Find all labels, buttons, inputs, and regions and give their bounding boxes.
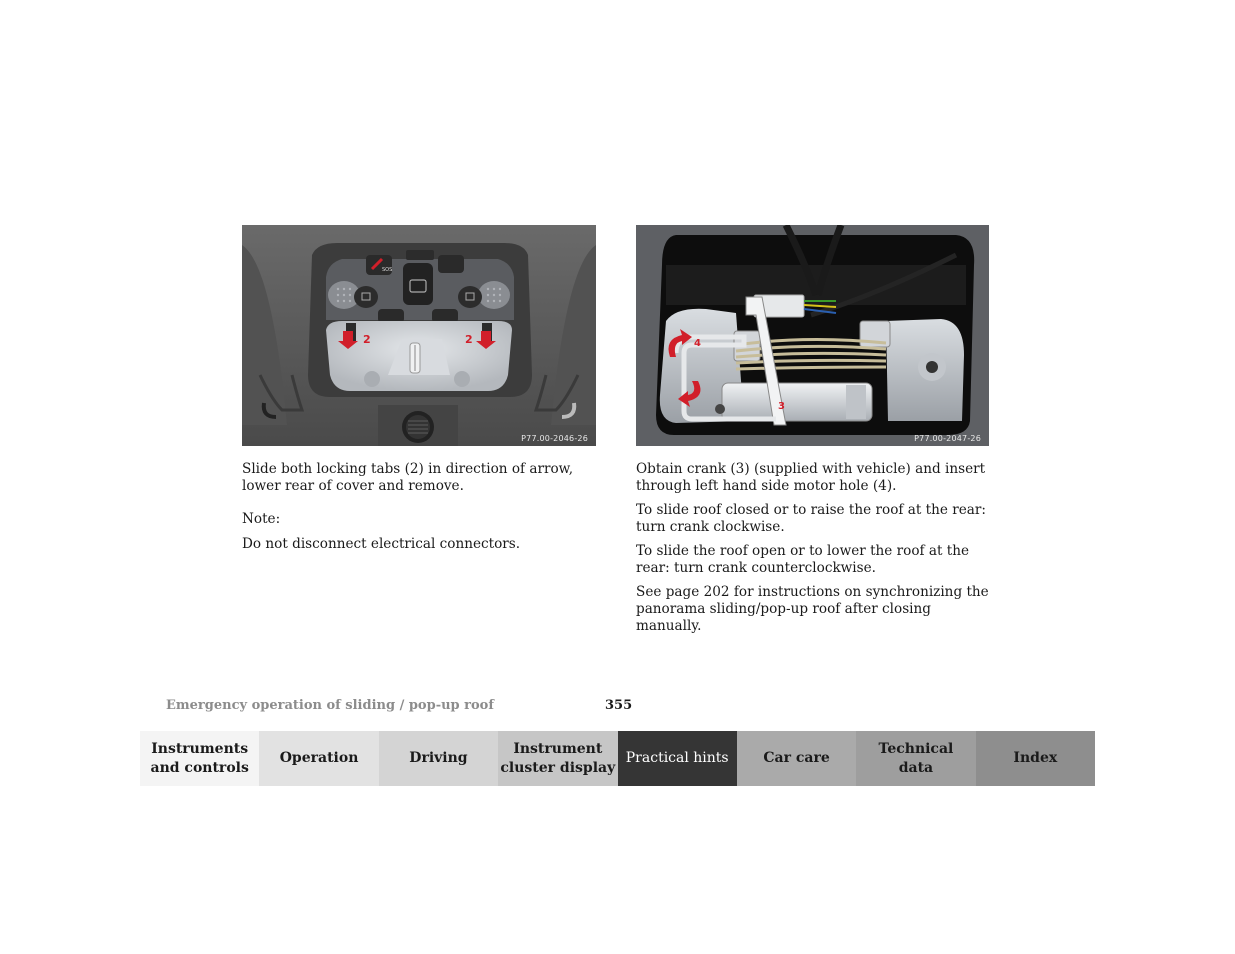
figure-roof-motor <box>636 225 989 446</box>
callout-3: 3 <box>778 401 785 412</box>
note-label: Note: <box>242 511 281 527</box>
instruction-synchronize: See page 202 for instructions on synchronizing the panorama sliding/pop-up roof after closing manually. <box>636 584 989 634</box>
note-text: Do not disconnect electrical connectors. <box>242 536 521 552</box>
tab-index[interactable]: Index <box>976 731 1095 786</box>
callout-2-right: 2 <box>465 333 473 346</box>
overhead-console-illustration <box>242 225 596 446</box>
figure-code-right: P77.00-2047-26 <box>914 434 981 443</box>
callout-4: 4 <box>694 338 701 349</box>
instruction-remove-cover: Slide both locking tabs (2) in direction of arrow, lower rear of cover and remove. <box>242 461 574 494</box>
tab-technical-data[interactable]: Technical data <box>856 731 975 786</box>
instruction-insert-crank: Obtain crank (3) (supplied with vehicle) and insert through left hand side motor hole (4). <box>636 461 986 494</box>
tab-instruments-and-controls[interactable]: Instruments and controls <box>140 731 259 786</box>
instruction-close-roof: To slide roof closed or to raise the roof at the rear: turn crank clockwise. <box>636 502 986 535</box>
right-instructions <box>636 461 996 642</box>
tab-instrument-cluster-display[interactable]: Instrument cluster display <box>498 731 617 786</box>
instruction-open-roof: To slide the roof open or to lower the roof at the rear: turn crank counterclockwise. <box>636 543 970 576</box>
roof-motor-illustration <box>636 225 989 446</box>
tab-practical-hints[interactable]: Practical hints <box>618 731 737 786</box>
section-title: Emergency operation of sliding / pop-up roof <box>166 698 494 713</box>
tab-car-care[interactable]: Car care <box>737 731 856 786</box>
tab-operation[interactable]: Operation <box>259 731 378 786</box>
sos-label: SOS <box>382 267 393 273</box>
chapter-tabs <box>140 731 1095 786</box>
left-instructions <box>242 461 602 560</box>
page-number: 355 <box>605 698 633 713</box>
callout-2-left: 2 <box>363 333 371 346</box>
figure-code-left: P77.00-2046-26 <box>521 434 588 443</box>
figure-overhead-console <box>242 225 596 446</box>
tab-driving[interactable]: Driving <box>379 731 498 786</box>
